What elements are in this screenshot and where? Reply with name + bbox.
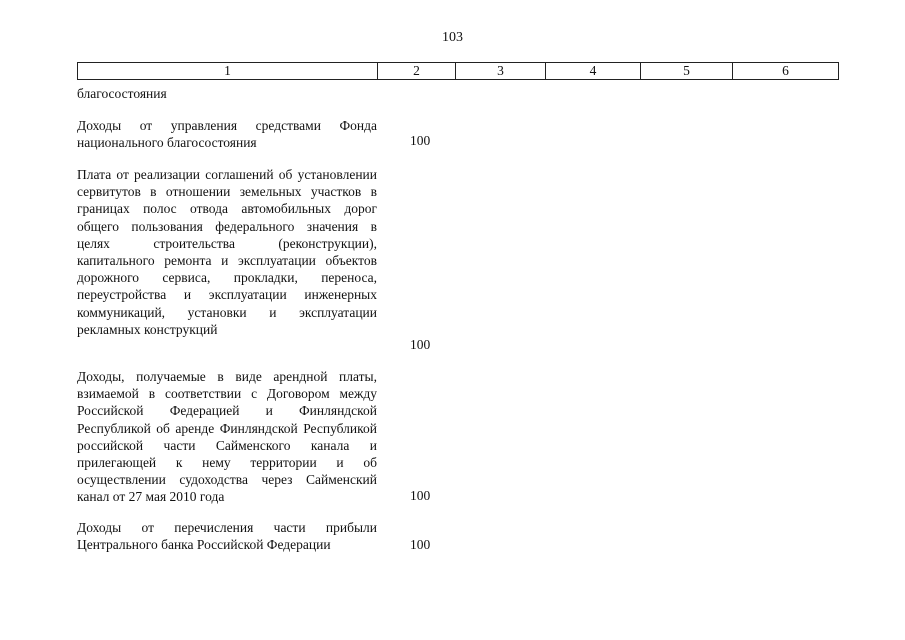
page-number: 103 (442, 30, 463, 45)
column-header-2: 2 (378, 63, 456, 80)
row-description: Доходы от управления средствами Фонда национального благосостояния (77, 118, 377, 151)
row-value: 100 (410, 133, 431, 148)
column-header-5: 5 (641, 63, 733, 80)
row-description: Доходы, получаемые в виде арендной платы, взимаемой в соответствии с Договором между Российской Федерацией и Финляндской Республикой об аренде Финляндской Республикой российской части Сайменского канала и прилегающей к нему территории и об осуществлении судоходства через Сайменский канал от 27 мая 2010 года (77, 369, 377, 505)
row-value: 100 (410, 337, 431, 352)
table-row (77, 368, 457, 506)
table-row (77, 519, 457, 553)
row-description: Доходы от перечисления части прибыли Центрального банка Российской Федерации (77, 520, 377, 553)
column-header-6: 6 (733, 63, 839, 80)
column-header-4: 4 (546, 63, 641, 80)
row-value: 100 (410, 488, 431, 503)
column-header-table (77, 62, 839, 80)
column-header-3: 3 (456, 63, 546, 80)
row-value: 100 (410, 537, 431, 552)
row-description: Плата от реализации соглашений об установлении сервитутов в отношении земельных участков в границах полос отвода автомобильных дорог общего пользования федерального значения в целях строительства (реконструкции), капитального ремонта и эксплуатации объектов дорожного сервиса, прокладки, переноса, переустройства и эксплуатации инженерных коммуникаций, установки и эксплуатации рекламных конструкций (77, 167, 377, 337)
column-header-row (78, 63, 839, 80)
table-row (77, 117, 457, 151)
row-description: благосостояния (77, 86, 167, 101)
table-row (77, 166, 457, 352)
table-row (77, 85, 457, 102)
column-header-1: 1 (78, 63, 378, 80)
